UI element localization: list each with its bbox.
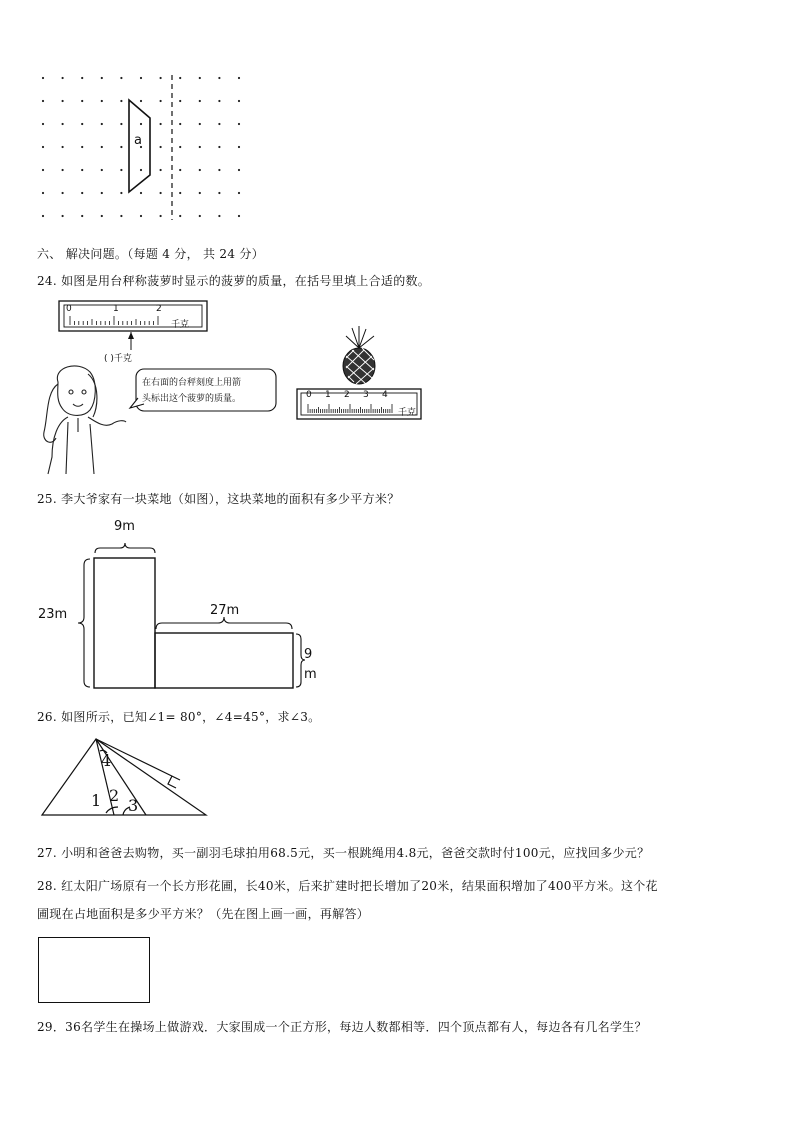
grid-dot [81, 215, 83, 217]
grid-dot [140, 77, 142, 79]
grid-dot [62, 100, 64, 102]
grid-dot [62, 169, 64, 171]
grid-dot [81, 100, 83, 102]
left-scale-tick-0: 0 [66, 304, 72, 314]
grid-dot [42, 123, 44, 125]
grid-dot [101, 146, 103, 148]
grid-dot [120, 215, 122, 217]
girl-illustration [38, 362, 128, 477]
grid-dot [199, 192, 201, 194]
right-scale-tick-2: 2 [344, 390, 350, 400]
grid-dot [238, 77, 240, 79]
grid-dot [42, 100, 44, 102]
label-top-width: 9m [114, 519, 135, 534]
dot-grid-svg [35, 70, 275, 220]
grid-dot [179, 123, 181, 125]
left-scale-unit: 千克 [171, 320, 190, 330]
answer-blank: ( )千克 [104, 354, 132, 364]
grid-dot [120, 100, 122, 102]
grid-dot [218, 100, 220, 102]
grid-dot [101, 215, 103, 217]
grid-dot [238, 100, 240, 102]
right-scale-tick-3: 3 [363, 390, 369, 400]
grid-dot [179, 192, 181, 194]
left-scale-tick-2: 2 [156, 304, 162, 314]
right-scale-tick-1: 1 [325, 390, 331, 400]
grid-dot [81, 77, 83, 79]
left-scale-tick-1: 1 [113, 304, 119, 314]
grid-dot [120, 77, 122, 79]
grid-dot [81, 169, 83, 171]
grid-dot [120, 192, 122, 194]
grid-dot [140, 123, 142, 125]
angle-label-3: 3 [128, 796, 139, 815]
grid-dot [120, 146, 122, 148]
grid-dot [199, 123, 201, 125]
garden-rectangle [38, 937, 150, 1003]
grid-dot [199, 169, 201, 171]
grid-dot [218, 215, 220, 217]
grid-dot [238, 192, 240, 194]
grid-dot [218, 77, 220, 79]
pineapple-icon [334, 326, 384, 386]
grid-dot [179, 215, 181, 217]
grid-dot [160, 215, 162, 217]
grid-dot [101, 77, 103, 79]
grid-dot [218, 123, 220, 125]
grid-dot [42, 215, 44, 217]
question-28-text-line-1: 28. 红太阳广场原有一个长方形花圃，长40米，后来扩建时把长增加了20米，结果面积增加了400平方米。这个花 [37, 879, 658, 893]
label-middle-length: 27m [210, 603, 240, 618]
label-left-height: 23m [38, 607, 68, 622]
question-24-figure [38, 298, 438, 478]
grid-dot [160, 100, 162, 102]
label-right-height-unit: m [304, 667, 317, 682]
grid-dot [42, 146, 44, 148]
grid-dot [81, 146, 83, 148]
grid-dot [81, 192, 83, 194]
grid-dot [101, 123, 103, 125]
question-25-text: 25. 李大爷家有一块菜地（如图），这块菜地的面积有多少平方米？ [37, 492, 400, 506]
grid-dot [199, 215, 201, 217]
question-27-text: 27. 小明和爸爸去购物，买一副羽毛球拍用68.5元，买一根跳绳用4.8元，爸爸交款时付100元，应找回多少元？ [37, 846, 650, 860]
grid-dot [62, 146, 64, 148]
l-shape-diagram [35, 515, 335, 695]
grid-dot [81, 123, 83, 125]
question-25-figure [35, 515, 335, 695]
grid-dot [238, 146, 240, 148]
question-24-text: 24. 如图是用台秤称菠萝时显示的菠萝的质量，在括号里填上合适的数。 [37, 274, 431, 288]
grid-dot [101, 192, 103, 194]
grid-dot [199, 77, 201, 79]
grid-dot [160, 192, 162, 194]
grid-dot [42, 192, 44, 194]
grid-dot [101, 169, 103, 171]
question-29-text: 29．36名学生在操场上做游戏．大家围成一个正方形，每边人数都相等．四个顶点都有人，每边各有几名学生？ [37, 1020, 647, 1034]
section-heading: 六、 解决问题。（每题 4 分， 共 24 分） [37, 247, 264, 261]
grid-dot [62, 77, 64, 79]
right-scale-unit: 千克 [398, 408, 417, 418]
dot-grid-figure [35, 70, 275, 220]
grid-dot [179, 100, 181, 102]
label-right-height-number: 9 [304, 647, 313, 662]
grid-dot [160, 77, 162, 79]
grid-dot [179, 169, 181, 171]
angle-label-2: 2 [109, 786, 120, 805]
question-26-text: 26. 如图所示，已知∠1= 80°，∠4=45°，求∠3。 [37, 710, 321, 724]
speech-line-2: 头标出这个菠萝的质量。 [142, 394, 242, 404]
grid-dot [62, 192, 64, 194]
angle-label-1: 1 [91, 791, 102, 810]
speech-line-1: 在右面的台秤刻度上用箭 [142, 378, 242, 388]
grid-dot [62, 123, 64, 125]
grid-dot [120, 123, 122, 125]
grid-dot [160, 123, 162, 125]
grid-dot [101, 100, 103, 102]
grid-dot [238, 215, 240, 217]
grid-dot [120, 169, 122, 171]
grid-dot [140, 192, 142, 194]
grid-dot [218, 146, 220, 148]
grid-dot [179, 146, 181, 148]
grid-dot [160, 169, 162, 171]
grid-dot [179, 77, 181, 79]
grid-dot [140, 169, 142, 171]
right-scale-tick-4: 4 [382, 390, 388, 400]
grid-dot [218, 169, 220, 171]
question-28-text-line-2: 圃现在占地面积是多少平方米？（先在图上画一画，再解答） [37, 907, 370, 921]
angle-label-4: 4 [101, 751, 112, 770]
left-scale [58, 300, 218, 360]
grid-dot [238, 123, 240, 125]
question-26-figure [38, 735, 218, 820]
grid-dot [140, 100, 142, 102]
right-scale-tick-0: 0 [306, 390, 312, 400]
grid-dot [62, 215, 64, 217]
grid-dot [199, 100, 201, 102]
grid-dot [160, 146, 162, 148]
grid-dot [42, 77, 44, 79]
grid-dot [238, 169, 240, 171]
grid-dot [140, 215, 142, 217]
grid-dot [218, 192, 220, 194]
grid-dot [42, 169, 44, 171]
shape-label-a: a [134, 133, 142, 148]
grid-dot [199, 146, 201, 148]
